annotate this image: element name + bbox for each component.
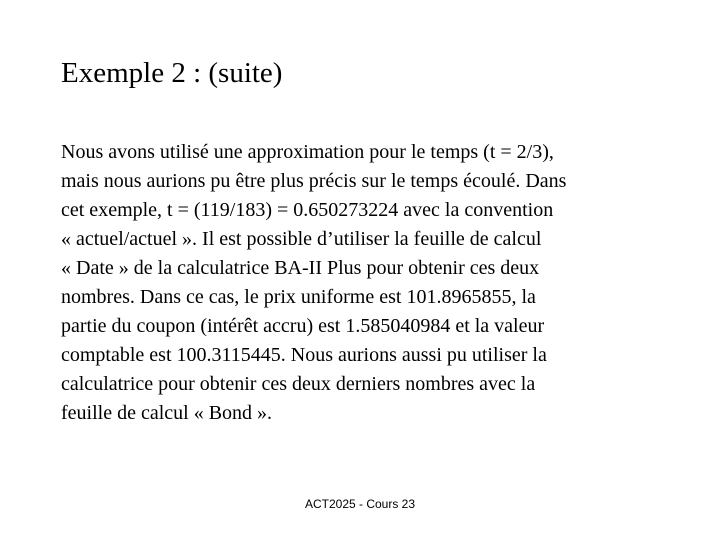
body-line: comptable est 100.3115445. Nous aurions aussi pu utiliser la <box>61 344 547 366</box>
body-line: cet exemple, t = (119/183) = 0.650273224 avec la convention <box>61 199 554 221</box>
body-line: feuille de calcul « Bond ». <box>61 402 273 424</box>
slide-body <box>61 138 681 428</box>
slide-title: Exemple 2 : (suite) <box>61 57 283 89</box>
body-line: mais nous aurions pu être plus précis sur le temps écoulé. Dans <box>61 170 567 192</box>
body-line: « Date » de la calculatrice BA-II Plus pour obtenir ces deux <box>61 257 540 279</box>
body-line: partie du coupon (intérêt accru) est 1.585040984 et la valeur <box>61 315 545 337</box>
body-line: « actuel/actuel ». Il est possible d’utiliser la feuille de calcul <box>61 228 542 250</box>
body-line: Nous avons utilisé une approximation pour le temps (t = 2/3), <box>61 141 554 163</box>
body-line: nombres. Dans ce cas, le prix uniforme est 101.8965855, la <box>61 286 536 308</box>
body-line: calculatrice pour obtenir ces deux derniers nombres avec la <box>61 373 536 395</box>
slide-footer: ACT2025 - Cours 23 <box>304 497 416 511</box>
